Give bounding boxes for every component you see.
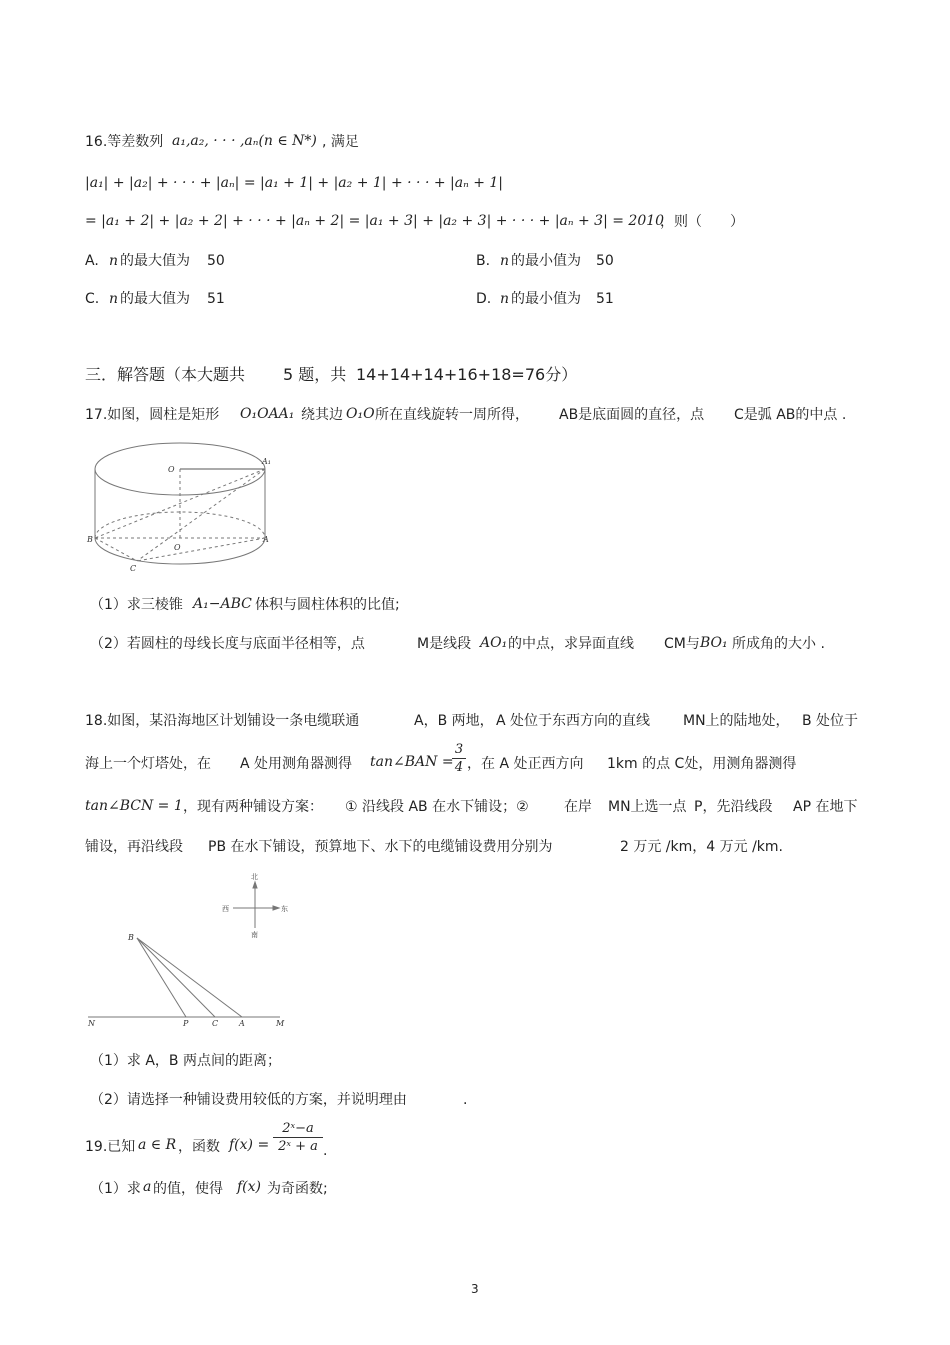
q18-line2-c: ，在 A 处正西方向 — [467, 756, 584, 772]
q19-sub1-math-2: f(x) — [237, 1179, 262, 1195]
option-text: 的最小值为 — [511, 291, 581, 307]
q18-line3-a: ，现有两种铺设方案： — [183, 799, 323, 815]
q16-lead: 16.等差数列 — [85, 134, 164, 150]
q16-equation-2-tail: ，则（ ） — [660, 214, 744, 230]
q19-text-2: ，函数 — [178, 1139, 220, 1155]
q17-text-1: 17.如图，圆柱是矩形 — [85, 407, 220, 423]
q17-sub2-math-1: AO₁ — [480, 635, 508, 651]
q16-equation-2: = |a₁ + 2| + |a₂ + 2| + · · · + |aₙ + 2| = |a₁ + 3| + |a₂ + 3| + · · · + |aₙ + 3| = 2010 — [85, 213, 665, 229]
q18-line3-math: tan∠BCN = 1 — [85, 798, 183, 814]
label-p: P — [183, 1019, 189, 1028]
q19-period: . — [323, 1143, 328, 1159]
compass-west: 西 — [222, 905, 229, 913]
label-n: N — [88, 1019, 95, 1028]
q17-sub1-math: A₁−ABC — [193, 596, 252, 612]
label-b: B — [87, 535, 93, 544]
compass-south: 南 — [251, 931, 258, 939]
segment-ba — [137, 938, 242, 1017]
option-label: B. — [476, 253, 491, 269]
q19-sub1-math: a — [143, 1179, 152, 1195]
q18-sub2: （2）请选择一种铺设费用较低的方案，并说明理由 — [90, 1092, 407, 1108]
q18-fraction — [452, 743, 466, 774]
q18-line1-a: 18.如图，某沿海地区计划铺设一条电缆联通 — [85, 713, 360, 729]
q18-line1-d: MN上的陆地处， — [683, 713, 790, 729]
q18-line2-d: 1km 的点 C处，用测角器测得 — [607, 756, 797, 772]
label-a1: A₁ — [262, 457, 271, 466]
page-number: 3 — [471, 1282, 479, 1296]
q18-line4-b: PB 在水下铺设，预算地下、水下的电缆铺设费用分别为 — [208, 839, 553, 855]
north-arrow-icon — [253, 882, 257, 888]
label-o: O — [174, 543, 181, 552]
q19-sub1-lead: （1）求 — [90, 1181, 141, 1197]
option-var: n — [500, 253, 510, 269]
coast-figure — [80, 930, 300, 1030]
q17-sub2-text-4: CM与 — [664, 636, 700, 652]
label-m: M — [276, 1019, 285, 1028]
q19-sub1-tail: 为奇函数; — [267, 1181, 328, 1197]
q19-math-1: a ∈ R — [138, 1137, 177, 1153]
label-c: C — [130, 564, 137, 573]
q17-math-2: O₁O — [346, 406, 375, 422]
q17-sub1-tail: 体积与圆柱体积的比值; — [255, 597, 400, 613]
q16-tail: , 满足 — [322, 134, 359, 150]
cylinder-figure — [82, 430, 282, 580]
q18-line3-e: P，先沿线段 — [694, 799, 773, 815]
q17-sub2-math-2: BO₁ — [700, 635, 728, 651]
fraction-numerator: 3 — [454, 742, 464, 757]
q18-line2-b: A 处用测角器测得 — [240, 756, 353, 772]
label-b: B — [128, 933, 134, 942]
q18-line3-d: MN上选一点 — [608, 799, 687, 815]
q18-line1-b: A，B 两地， — [414, 713, 494, 729]
label-a: A — [263, 535, 269, 544]
fraction-bar — [273, 1137, 323, 1138]
q17-text-5: C是弧 AB的中点 . — [734, 407, 847, 423]
option-num: 51 — [596, 291, 614, 307]
label-o1: O — [168, 465, 175, 474]
label-a: A — [239, 1019, 245, 1028]
q19-lead: 19.已知 — [85, 1139, 136, 1155]
q16-equation-1: |a₁| + |a₂| + · · · + |aₙ| = |a₁ + 1| + |a₂ + 1| + · · · + |aₙ + 1| — [85, 175, 504, 191]
option-label: C. — [85, 291, 100, 307]
q19-math-2: f(x) = — [229, 1137, 270, 1153]
compass-north: 北 — [251, 873, 258, 881]
q17-math-1: O₁OAA₁ — [240, 406, 295, 422]
q17-text-3: 所在直线旋转一周所得， — [375, 407, 529, 423]
q18-line3-b: ① 沿线段 AB 在水下铺设；② — [345, 799, 529, 815]
q18-line3-c: 在岸 — [564, 799, 592, 815]
option-label: A. — [85, 253, 99, 269]
option-label: D. — [476, 291, 492, 307]
q16-sequence: a₁,a₂, · · · ,aₙ(n ∈ N*) — [172, 133, 317, 149]
option-var: n — [109, 253, 119, 269]
q17-sub2-text-5: 所成角的大小 . — [732, 636, 825, 652]
q18-line4-c: 2 万元 /km，4 万元 /km. — [620, 839, 783, 855]
option-var: n — [500, 291, 510, 307]
q17-sub2-text-2: M是线段 — [417, 636, 472, 652]
q17-sub2-lead: （2）若圆柱的母线长度与底面半径相等，点 — [90, 636, 365, 652]
q19-fraction — [273, 1122, 323, 1153]
option-text: 的最大值为 — [120, 291, 190, 307]
fraction-denominator: 2ˣ + a — [278, 1139, 318, 1154]
q18-line1-e: B 处位于 — [802, 713, 859, 729]
fraction-bar — [452, 758, 466, 759]
q18-line3-f: AP 在地下 — [793, 799, 858, 815]
option-num: 50 — [596, 253, 614, 269]
segment-a1-b — [95, 469, 265, 538]
option-num: 51 — [207, 291, 225, 307]
q18-line2-a: 海上一个灯塔处，在 — [85, 756, 211, 772]
option-num: 50 — [207, 253, 225, 269]
east-arrow-icon — [273, 906, 279, 910]
section-score: 14+14+14+16+18=76分） — [356, 365, 578, 384]
q18-line2-math: tan∠BAN = — [370, 754, 454, 770]
section-title: 三．解答题（本大题共 — [85, 365, 246, 384]
segment-bc — [137, 938, 215, 1017]
option-var: n — [109, 291, 119, 307]
option-text: 的最大值为 — [120, 253, 190, 269]
option-text: 的最小值为 — [511, 253, 581, 269]
q17-text-2: 绕其边 — [301, 407, 343, 423]
label-c: C — [212, 1019, 219, 1028]
q17-sub2-text-3: 的中点，求异面直线 — [508, 636, 634, 652]
q18-sub1: （1）求 A，B 两点间的距离； — [90, 1053, 281, 1069]
q18-line4-a: 铺设，再沿线段 — [85, 839, 183, 855]
q17-sub1-lead: （1）求三棱锥 — [90, 597, 183, 613]
segment-a-c — [137, 538, 265, 561]
fraction-denominator: 4 — [454, 760, 464, 775]
q19-sub1-text: 的值，使得 — [153, 1181, 223, 1197]
segment-a1-c — [137, 469, 265, 561]
compass-east: 东 — [281, 905, 288, 913]
segment-b-c — [95, 538, 137, 561]
q18-sub2-end: . — [463, 1092, 468, 1108]
q18-line1-c: A 处位于东西方向的直线 — [496, 713, 651, 729]
segment-bp — [137, 938, 186, 1017]
section-count: 5 题，共 — [283, 365, 347, 384]
q17-text-4: AB是底面圆的直径，点 — [559, 407, 705, 423]
fraction-numerator: 2ˣ−a — [282, 1121, 314, 1136]
